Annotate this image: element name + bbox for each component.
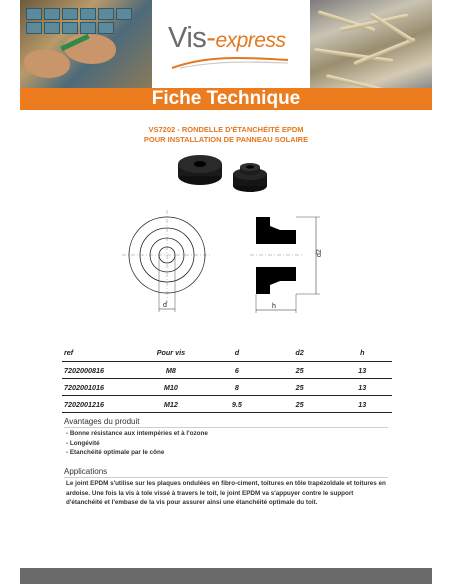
cell-ref: 7202001016: [62, 379, 135, 396]
front-view-drawing: [122, 210, 212, 312]
cell-h: 13: [333, 379, 392, 396]
product-title-line-2: POUR INSTALLATION DE PANNEAU SOLAIRE: [143, 135, 309, 144]
advantages-heading: Avantages du produit: [64, 417, 388, 428]
header: [20, 0, 432, 88]
col-header-pour-vis: Pour vis: [135, 344, 208, 362]
cell-h: 13: [333, 396, 392, 413]
page-title-banner: [20, 88, 432, 110]
list-item: - Bonne résistance aux intempéries et à l'ozone: [66, 430, 208, 437]
col-header-d: d: [207, 344, 266, 362]
cell-d2: 25: [267, 362, 333, 379]
footer-bar: [20, 568, 432, 584]
cell-d: 8: [207, 379, 266, 396]
cell-ref: 7202000816: [62, 362, 135, 379]
page-title: Fiche Technique: [151, 88, 301, 109]
section-view-drawing: [250, 217, 320, 313]
product-title-line-1: VS7202 - RONDELLE D'ÉTANCHÉITÉ EPDM: [148, 125, 304, 134]
cell-d: 6: [207, 362, 266, 379]
logo-swoosh-icon: [170, 56, 290, 70]
dimension-d2-label: d2: [316, 249, 323, 257]
table-header-row: [62, 344, 392, 362]
technical-drawing: [120, 208, 340, 318]
table-row: [62, 396, 392, 413]
brand-logo: Vis-express: [168, 22, 286, 54]
col-header-ref: ref: [62, 344, 135, 362]
list-item: - Longévité: [66, 439, 100, 447]
workshop-photo: [20, 0, 152, 88]
cell-pour-vis: M8: [135, 362, 208, 379]
spec-table: [62, 344, 392, 413]
col-header-d2: d2: [267, 344, 333, 362]
applications-text: Le joint EPDM s'utilise sur les plaques ondulées en fibro-ciment, toitures en tôle trapézoïdale et toitures en ardoise. Une fois la vis à tole vissé à travers le toit, le joint EPDM va s'appuyer contre le support d'étanchéité et l'embase de la vis pour assurer ainsi une étanchéité optimale du toit.: [66, 480, 386, 507]
washer-product-image: [170, 150, 290, 200]
cell-d: 9.5: [207, 396, 266, 413]
advantages-list: [66, 429, 208, 458]
table-row: [62, 379, 392, 396]
cell-d2: 25: [267, 396, 333, 413]
applications-heading: Applications: [64, 467, 388, 478]
dimension-d-label: d: [163, 302, 167, 309]
screws-photo: [310, 0, 432, 88]
cell-ref: 7202001216: [62, 396, 135, 413]
cell-pour-vis: M10: [135, 379, 208, 396]
table-row: [62, 362, 392, 379]
dimension-h-label: h: [272, 303, 276, 310]
cell-d2: 25: [267, 379, 333, 396]
col-header-h: h: [333, 344, 392, 362]
cell-pour-vis: M12: [135, 396, 208, 413]
list-item: - Etanchéité optimale par le cône: [66, 449, 165, 456]
cell-h: 13: [333, 362, 392, 379]
